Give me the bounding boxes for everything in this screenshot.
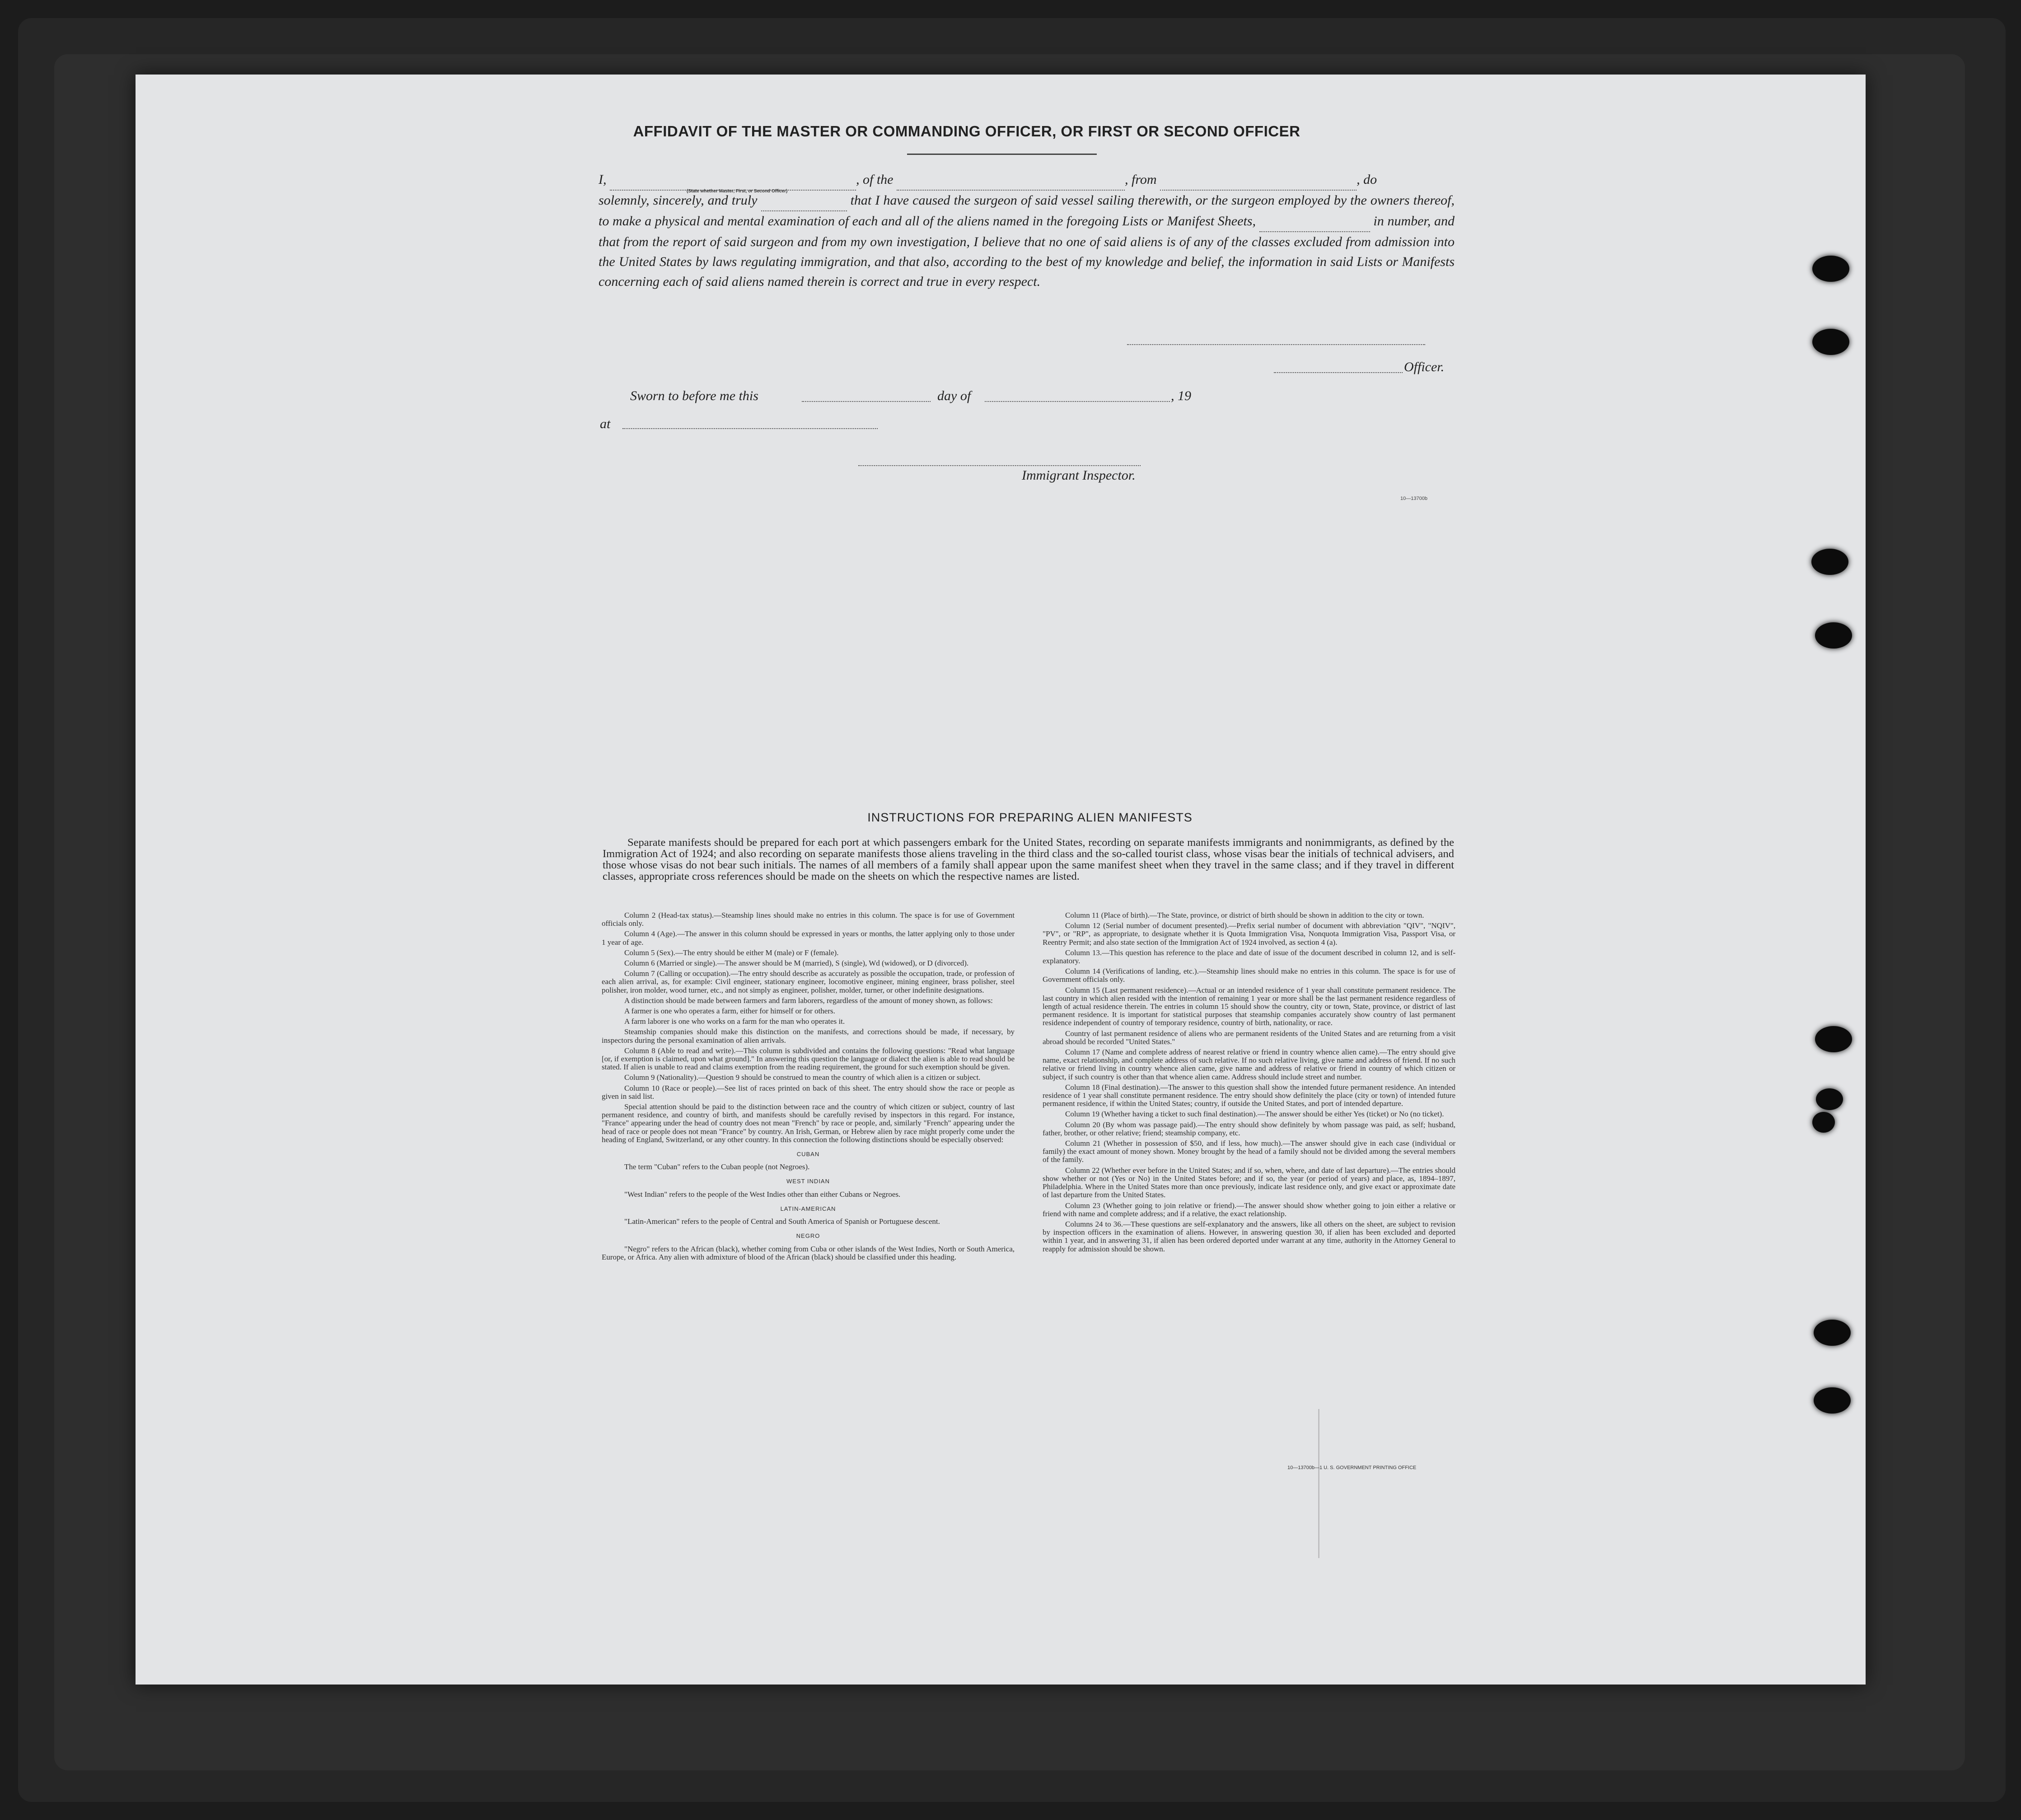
affidavit-title: AFFIDAVIT OF THE MASTER OR COMMANDING OFFICER, OR FIRST OR SECOND OFFICER	[633, 123, 1301, 140]
affidavit-text: , from	[1125, 172, 1157, 187]
instruction-paragraph: Columns 24 to 36.—These questions are self-explanatory and the answers, like all others on the sheet, are subject to revision by inspection officers in the examination of aliens. However, in answering question 30, if alien has been excluded and deported within 1 year, and in answering 31, if alien has been ordered deported under warrant at any time, authority in the Attorney General to reapply for admission should be shown.	[1043, 1219, 1455, 1253]
officer-signature-line-2[interactable]	[1274, 372, 1403, 373]
sworn-place-field[interactable]	[622, 428, 878, 429]
instruction-paragraph: Column 11 (Place of birth).—The State, province, or district of birth should be shown in addition to the city or town.	[1065, 911, 1424, 919]
instruction-paragraph: Column 9 (Nationality).—Question 9 should be construed to mean the country of which alien is a citizen or subject.	[624, 1073, 981, 1082]
affidavit-paragraph	[599, 191, 1455, 292]
vessel-name-field[interactable]	[897, 170, 1125, 191]
form-code: 10—13700b	[1400, 496, 1427, 501]
instructions-right-column	[1043, 911, 1455, 1255]
instruction-paragraph: A farmer is one who operates a farm, either for himself or for others.	[624, 1007, 835, 1016]
instruction-paragraph: Column 17 (Name and complete address of nearest relative or friend in country whence alien came).—The entry should give name, exact relationship, and complete address of such relative. If no such relative living, give name and address of friend. If no such relative or friend living in country whence alien came, give name and address of relative or friend in country of which citizen or subject, if such country is other than that whence alien came. Address should include street and number.	[1043, 1048, 1455, 1081]
instruction-paragraph: Column 14 (Verifications of landing, etc.).—Steamship lines should make no entries in this column. The space is for use of Government officials only.	[1043, 967, 1455, 984]
instruction-paragraph: Column 10 (Race or people).—See list of races printed on back of this sheet. The entry should show the race or people as given in said list.	[602, 1083, 1015, 1101]
affidavit-text: in number, and that from the report of said surgeon and from my own investigation, I believe that no one of said aliens is of any of the classes excluded from admission into the United States by laws regulating immigration, and that also, according to the best of my knowledge and belief, the information in said Lists or Manifests concerning each of said aliens named therein is correct and true in every respect.	[599, 214, 1455, 289]
year-label: , 19	[1171, 388, 1191, 403]
departure-port-field[interactable]	[1160, 170, 1357, 191]
instruction-paragraph: Column 15 (Last permanent residence).—Actual or an intended residence of 1 year shall constitute permanent residence. The last country in which alien resided with the intention of remaining 1 year or more shall be the last permanent residence regardless of length of actual residence therein. The entries in column 15 should show the country, city or town, State, province, or district of last permanent residence. It is important for statistical purposes that steamship companies accurately show country of last permanent residence independent of country of temporary residence, country of birth, nationality, or race.	[1043, 985, 1455, 1027]
day-of-label: day of	[937, 388, 971, 403]
instruction-paragraph: Column 22 (Whether ever before in the United States; and if so, when, where, and date of last departure).—The entries should show whether or not (Yes or No) in the United States before; and if so, the year (or period of years) and place, as, 1894–1897, Philadelphia. Where in the United States more than once previously, indicate last residence only, and give exact or approximate date of last departure from the United States.	[1043, 1166, 1455, 1199]
latin-american-definition: "Latin-American" refers to the people of Central and South America of Spanish or Portuguese descent.	[624, 1217, 940, 1226]
instruction-paragraph: Column 6 (Married or single).—The answer should be M (married), S (single), Wd (widowed), or D (divorced).	[624, 959, 969, 968]
instruction-paragraph: Column 20 (By whom was passage paid).—The entry should show definitely by whom passage was paid, as self; husband, father, brother, or other relative; friend; steamship company, etc.	[1043, 1120, 1455, 1137]
punch-hole	[1811, 549, 1848, 575]
officer-rank-field[interactable]	[610, 170, 856, 191]
instructions-intro	[603, 837, 1454, 882]
punch-hole	[1815, 1026, 1852, 1052]
latin-american-heading: LATIN-AMERICAN	[780, 1205, 836, 1212]
punch-hole	[1814, 1320, 1851, 1346]
punch-hole	[1812, 329, 1849, 355]
punch-hole	[1815, 622, 1852, 649]
officer-label: Officer.	[1404, 359, 1445, 374]
instruction-paragraph: Country of last permanent residence of aliens who are permanent residents of the United States and are returning from a visit abroad should be recorded "United States."	[1043, 1029, 1455, 1046]
instruction-paragraph: Column 13.—This question has reference to the place and date of issue of the document described in column 12, and is self-explanatory.	[1043, 948, 1455, 966]
sworn-month-field[interactable]	[985, 401, 1170, 402]
affidavit-line-1	[599, 170, 1455, 191]
instruction-paragraph: Column 21 (Whether in possession of $50, and if less, how much).—The answer should give in each case (individual or family) the exact amount of money shown. Money brought by the head of a family should not be divided among the several members of the family.	[1043, 1139, 1455, 1164]
affidavit-text: , do	[1357, 172, 1377, 187]
inspector-signature-line[interactable]	[858, 465, 1141, 466]
punch-hole	[1812, 256, 1849, 282]
inspector-label: Immigrant Inspector.	[1022, 468, 1136, 483]
instruction-paragraph: Column 4 (Age).—The answer in this column should be expressed in years or months, the latter applying only to those under 1 year of age.	[602, 929, 1015, 947]
instruction-paragraph: Column 23 (Whether going to join relative or friend).—The answer should show whether going to join either a relative or friend with name and complete address; and if a relative, the exact relationship.	[1043, 1201, 1455, 1218]
at-label: at	[600, 416, 611, 431]
instruction-paragraph: Column 7 (Calling or occupation).—The entry should describe as accurately as possible the occupation, trade, or profession of each alien arrival, as, for example: Civil engineer, stationary engineer, locomotive engineer, mining engineer, brass polisher, steel polisher, iron molder, wood turner, etc., and not simply as engineer, polisher, molder, turner, or other indefinite designations.	[602, 969, 1015, 994]
sheet-count-field[interactable]	[1259, 211, 1370, 232]
instruction-paragraph: Column 19 (Whether having a ticket to such final destination).—The answer should be either Yes (ticket) or No (no ticket).	[1065, 1110, 1444, 1119]
instructions-title: INSTRUCTIONS FOR PREPARING ALIEN MANIFESTS	[867, 811, 1193, 824]
sworn-label: Sworn to before me this	[630, 388, 758, 403]
cuban-heading: CUBAN	[796, 1151, 820, 1158]
punch-hole	[1814, 1387, 1851, 1414]
affidavit-text: solemnly, sincerely, and truly	[599, 193, 758, 208]
printing-office-footer: 10—13700b—1 U. S. GOVERNMENT PRINTING OFFICE	[1287, 1465, 1417, 1470]
punch-hole	[1812, 1112, 1835, 1133]
instruction-paragraph: Column 18 (Final destination).—The answer to this question shall show the intended future permanent residence. An intended residence of 1 year shall constitute permanent residence. The entry should show definitely the place (city or town) of intended future permanent residence, if within the United States; country, if outside the United States, and port of intended departure.	[1043, 1083, 1455, 1108]
affidavit-text: that I have caused the surgeon of said vessel sailing therewith, or the surgeon employed by the owners thereof, to make a physical and mental examination of each and all of the aliens named in the foregoing Lists or Manifest Sheets,	[599, 193, 1455, 229]
instruction-paragraph: Column 8 (Able to read and write).—This column is subdivided and contains the following questions: "Read what language [or, if exemption is claimed, upon what ground]." In answering this question the language or dialect the alien is able to read should be stated. If alien is unable to read and claims exemption from the reading requirement, the ground for such exemption should be given.	[602, 1046, 1015, 1072]
instructions-left-column	[602, 911, 1015, 1264]
instruction-paragraph: Column 12 (Serial number of document presented).—Prefix serial number of document with abbreviation "QIV", "NQIV", "PV", or "RP", as appropriate, to designate whether it is Quota Immigration Visa, Nonquota Immigration Visa, Passport Visa, or Reentry Permit; and also state section of the Immigration Act of 1924 involved, as section 4 (a).	[1043, 921, 1455, 947]
instruction-paragraph: Column 2 (Head-tax status).—Steamship lines should make no entries in this column. The space is for use of Government officials only.	[602, 911, 1015, 928]
sworn-day-field[interactable]	[802, 401, 931, 402]
instruction-paragraph: A farm laborer is one who works on a farm for the man who operates it.	[624, 1017, 845, 1026]
west-indian-definition: "West Indian" refers to the people of the West Indies other than either Cubans or Negroes.	[624, 1190, 901, 1199]
affidavit-body	[599, 170, 1455, 292]
negro-definition: "Negro" refers to the African (black), whether coming from Cuba or other islands of the West Indies, North or South America, Europe, or Africa. Any alien with admixture of blood of the African (black) should be classified under this heading.	[602, 1244, 1015, 1261]
paper-crease	[1318, 1409, 1319, 1558]
cuban-definition: The term "Cuban" refers to the Cuban people (not Negroes).	[624, 1162, 810, 1171]
intro-paragraph: Separate manifests should be prepared for each port at which passengers embark for the United States, recording on separate manifests immigrants and nonimmigrants, as defined by the Immigration Act of 1924; and also recording on separate manifests those aliens traveling in the third class and the so-called tourist class, whose visas bear the initials of technical advisers, and those whose visas do not bear such initials. The names of all members of a family shall appear upon the same manifest sheet when they travel in the same class; and if they travel in different classes, appropriate cross references should be made on the sheets on which the respective names are listed.	[603, 836, 1454, 882]
affidavit-text: , of the	[856, 172, 894, 187]
west-indian-heading: WEST INDIAN	[786, 1178, 830, 1185]
negro-heading: NEGRO	[796, 1232, 820, 1240]
instruction-paragraph: A distinction should be made between farmers and farm laborers, regardless of the amount of money shown, as follows:	[624, 996, 993, 1005]
officer-signature-line[interactable]	[1127, 344, 1425, 345]
title-rule	[907, 154, 1097, 155]
officer-rank-note: (State whether Master, First, or Second Officer)	[687, 189, 788, 194]
punch-hole	[1816, 1088, 1843, 1110]
instruction-paragraph: Column 5 (Sex).—The entry should be either M (male) or F (female).	[624, 948, 839, 957]
instruction-paragraph: Steamship companies should make this distinction on the manifests, and corrections should be made, if necessary, by inspectors during the personal examination of alien arrivals.	[602, 1027, 1015, 1045]
instruction-paragraph: Special attention should be paid to the distinction between race and the country of which citizen or subject, country of last permanent residence, and country of birth, and manifests should be carefully revised by inspectors in this regard. For instance, "France" appearing under the head of country does not mean "French" by race or people, and, similarly "French" appearing under the head of race or people does not mean "France" by country. An Irish, German, or Hebrew alien by race might properly come under the heading of England, Switzerland, or any other country. In this connection the following distinctions should be especially observed:	[602, 1102, 1015, 1144]
affidavit-text: I,	[599, 172, 607, 187]
